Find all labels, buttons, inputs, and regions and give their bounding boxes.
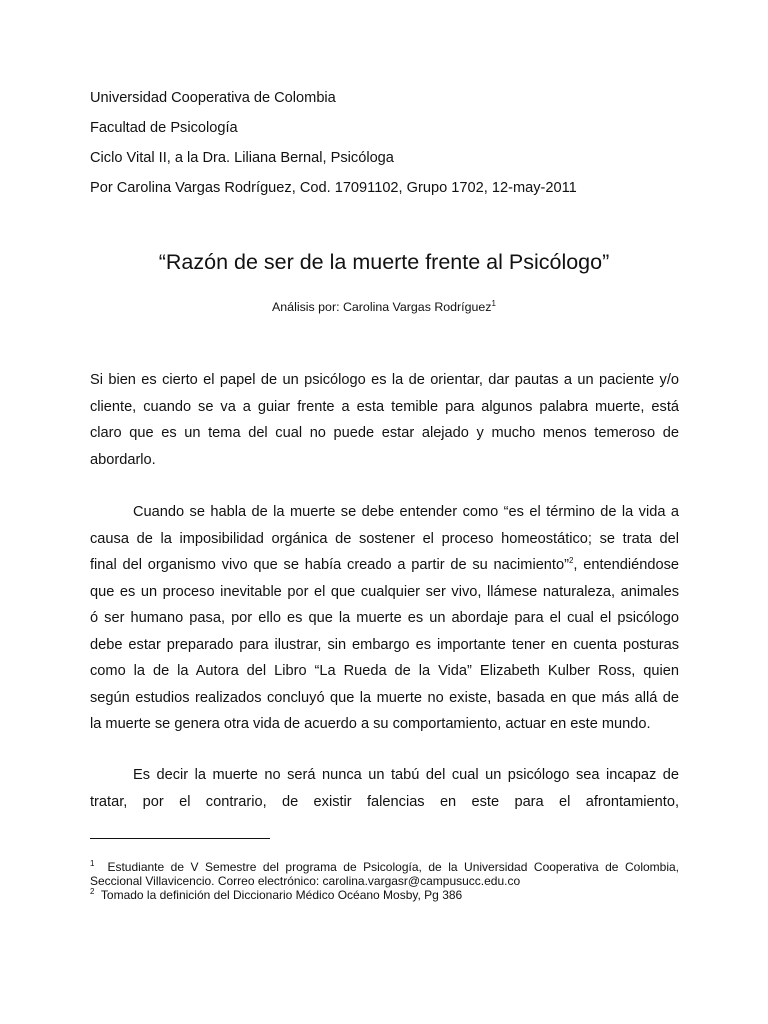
paragraph-line: ó ser humano pasa, por ello es que la muerte es un abordaje para el cual el psicólogo [90, 610, 679, 626]
paragraph-line: Es decir la muerte no será nunca un tabú del cual un psicólogo sea incapaz de [133, 767, 679, 783]
header-course: Ciclo Vital II, a la Dra. Liliana Bernal, Psicóloga [90, 150, 394, 166]
paragraph-line: tratar, por el contrario, de existir falencias en este para el afrontamiento, [90, 793, 679, 810]
document-subtitle [0, 299, 768, 315]
paragraph-footnote-ref: 2 [568, 556, 574, 566]
paragraph-3 [90, 762, 679, 815]
subtitle-text: Análisis por: Carolina Vargas Rodríguez [272, 300, 492, 314]
footnote-1-line [90, 860, 679, 874]
paragraph-line: Cuando se habla de la muerte se debe entender como “es el término de la vida a [133, 504, 679, 520]
footnote-separator [90, 838, 270, 839]
header-university: Universidad Cooperativa de Colombia [90, 90, 336, 106]
footnote-2-text: Tomado la definición del Diccionario Médico Océano Mosby, Pg 386 [100, 888, 463, 902]
paragraph-line: abordarlo. [90, 451, 156, 468]
paragraph-line: causa de la imposibilidad orgánica de sostener el proceso homeostático; se trata del [90, 530, 679, 547]
paragraph-line: según estudios realizados concluyó que la muerte no existe, basada en que más allá de [90, 689, 679, 706]
footnote-2-line [90, 888, 679, 902]
paragraph-line-with-footnote [90, 552, 679, 579]
header-faculty: Facultad de Psicología [90, 120, 238, 136]
paragraph-line: cliente, cuando se va a guiar frente a esta temible para algunos palabra muerte, está [90, 398, 679, 415]
paragraph-2 [90, 499, 679, 738]
paragraph-line: la muerte se genera otra vida de acuerdo a su comportamiento, actuar en este mundo. [90, 716, 651, 732]
paragraph-line: Si bien es cierto el papel de un psicólogo es la de orientar, dar pautas a un paciente y/o [90, 372, 679, 388]
paragraph-line: claro que es un tema del cual no puede estar alejado y mucho menos temeroso de [90, 425, 679, 441]
subtitle-footnote-ref: 1 [491, 298, 496, 308]
footnote-1-line-2: Seccional Villavicencio. Correo electrónico: carolina.vargasr@campusucc.edu.co [90, 874, 521, 888]
paragraph-line-tail: , entendiéndose [573, 557, 679, 573]
header-author-line: Por Carolina Vargas Rodríguez, Cod. 17091102, Grupo 1702, 12-may-2011 [90, 180, 577, 196]
paragraph-1 [90, 367, 679, 473]
footnote-2-number: 2 [90, 887, 95, 896]
footnote-1-number: 1 [90, 859, 95, 868]
footnotes [90, 860, 679, 902]
paragraph-line: que es un proceso inevitable por el que cualquier ser vivo, llámese naturaleza, animales [90, 583, 679, 600]
paragraph-line: debe estar preparado para ilustrar, sin embargo es importante tener en cuenta posturas [90, 636, 679, 653]
paragraph-line: como la de la Autora del Libro “La Rueda de la Vida” Elizabeth Kulber Ross, quien [90, 663, 679, 679]
paragraph-line-text: final del organismo vivo que se había creado a partir de su nacimiento” [90, 557, 569, 573]
footnote-1-text: Estudiante de V Semestre del programa de Psicología, de la Universidad Cooperativa de Colombia, [107, 860, 679, 874]
document-title: “Razón de ser de la muerte frente al Psicólogo” [158, 250, 610, 274]
